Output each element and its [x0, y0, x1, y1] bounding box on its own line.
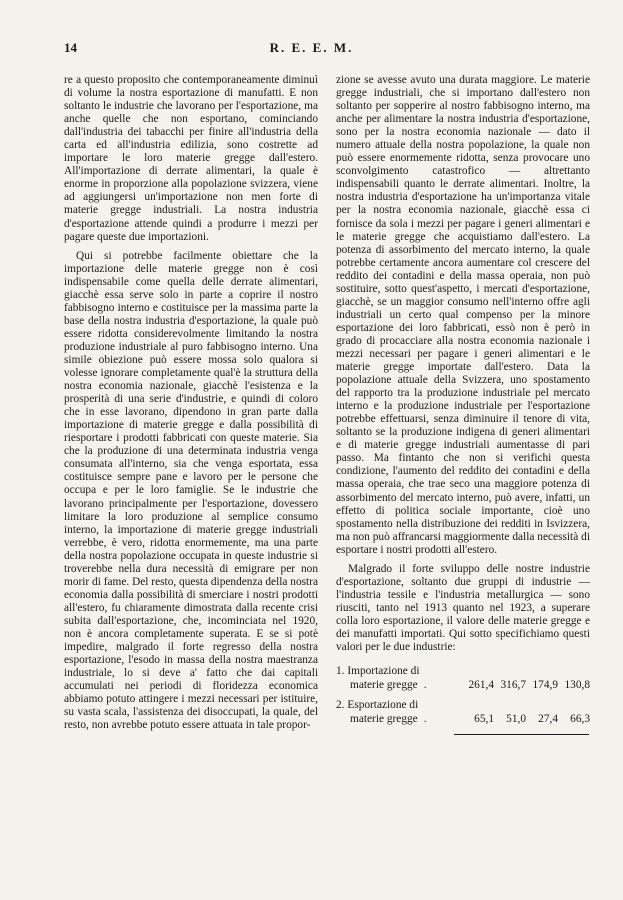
table-cell: 51,0 [506, 713, 526, 726]
row-sublabel: materie gregge [350, 713, 418, 726]
table-rule [454, 734, 589, 735]
table-cell: 66,3 [570, 713, 590, 726]
right-column [336, 74, 590, 735]
row-sublabel: materie gregge [350, 679, 418, 692]
table-cell: 27,4 [538, 713, 558, 726]
table-cell: 65,1 [474, 713, 494, 726]
paragraph: Malgrado il forte sviluppo delle nostre industrie d'esportazione, soltanto due gruppi di industrie — l'industria tessile e l'industria metallurgica — sono riusciti, tanto nel 1913 quanto nel 1923, a superare colla loro esportazione, il valore delle materie gregge e dei manufatti importati. Qui sotto specifichiamo questi valori per le due industrie: [336, 562, 590, 654]
table-row: 2. Esportazione di materie gregge . 65,1 51,0 27,4 66,3 [336, 699, 590, 726]
paragraph: zione se avesse avuto una durata maggiore. Le materie gregge industriali, che si importano dall'estero non soltanto per sopperire al nostro fabbisogno interno, ma anche per alimentare la nostra industria d'esportazione, sono per la nostra economia nazionale — dato il numero attuale della nostra popolazione, la quale non può essere enormemente ridotta, senza provocare uno sconvolgimento catastrofico — altrettanto indispensabili quanto le derrate alimentari. Inoltre, la nostra industria d'esportazione ha un'importanza vitale per la nostra economia nazionale, giacchè essa ci fornisce da sola i mezzi per pagare i generi alimentari e le materie gregge che acquistiamo dall'estero. La potenza di assorbimento del mercato interno, la quale potrebbe certamente ancora aumentare col crescere del reddito dei contadini e della massa operaia, non può sostituire, sotto quest'aspetto, i mercati d'esportazione, giacchè, se un maggior consumo nell'interno offre agli industriali un certo qual compenso per la minore esportazione dei loro fabbricati, essò non è però in grado di procacciare alla nostra economia nazionale i mezzi necessari per pagare i generi alimentari e le materie gregge importate dall'estero. Data la popolazione attuale della Svizzera, uno spostamento del rapporto tra la produzione industriale pel mercato interno e la produzione industriale per l'esportazione potrebbe effettuarsi, senza diminuire il tenore di vita, soltanto se la produzione indigena di generi alimentari e di materie gregge industriali aumentasse di pari passo. Ma fintanto che non si verifichi questa condizione, l'aumento del reddito dei contadini e della massa operaia, che trae seco una maggiore potenza di assorbimento del mercato interno, può avere, infatti, un effetto di politica sociale importante, cioè uno spostamento nella distribuzione dei redditi in Isvizzera, ma non può affrancarsi maggiormente dalla necessità di esportare i nostri prodotti all'estero. [336, 74, 590, 556]
table-cell: 174,9 [532, 679, 558, 692]
paragraph: Qui si potrebbe facilmente obiettare che la importazione delle materie gregge non è così indispensabile come quella delle derrate alimentari, giacchè essa serve solo in parte a coprire il nostro fabbisogno interno e costituisce per la massima parte la base della nostra industria d'esportazione, la quale può essere ridotta considerevolmente limitando la nostra produzione industriale al puro fabbisogno interno. Una simile obiezione può essere mossa solo qualora si volesse ignorare completamente qual'è la struttura della nostra economia nazionale, giacchè l'esistenza e la prosperità di una serie d'industrie, e quindi di coloro che in esse lavorano, dipendono in gran parte dalla importazione di materie gregge e dalla possibilità di riesportare i prodotti fabbricati con queste materie. Sia che la produzione di una determinata industria venga consumata all'interno, sia che venga esportata, essa costituisce sempre pane e lavoro per le persone che occupa e per le loro famiglie. Se le industrie che lavorano principalmente per l'esportazione, dovessero limitare la loro produzione al semplice consumo interno, la importazione di materie gregge industriali verrebbe, è vero, ridotta enormemente, ma una parte della nostra popolazione occupata in queste industrie si troverebbe nella dura necessità di emigrare per non morir di fame. Del resto, questa dipendenza della nostra economia dalla possibilità di smerciare i nostri prodotti all'estero, fu chiaramente dimostrata dalla recente crisi subita dall'esportazione, che, incominciata nel 1920, non è ancora completamente superata. E se si potè impedire, malgrado il forte regresso della nostra esportazione, l'esodo in massa della nostra maestranza industriale, lo si deve a' fatto che dai capitali accumulati nei periodi di floridezza economica abbiamo potuto attingere i mezzi necessari per istituire, su vasta scala, l'assistenza dei disoccupati, la quale, del resto, non avrebbe potuto essere attuata in tale propor- [64, 249, 318, 732]
page-number: 14 [64, 40, 77, 55]
table-row: 1. Importazione di materie gregge . 261,4 316,7 174,9 130,8 [336, 665, 590, 692]
table-cell: 130,8 [564, 679, 590, 692]
row-label: 2. Esportazione di [336, 699, 419, 712]
paragraph: re a questo proposito che contemporaneamente diminuì di volume la nostra esportazione di manufatti. E non soltanto le industrie che lavorano per l'esportazione, ma anche quelle che non esportano, cominciando dall'industria dei tabacchi per finire all'industria della carta ed all'industria edilizia, sono costrette ad importare le loro materie gregge dall'estero. All'importazione di derrate alimentari, la quale è enorme in proporzione alla popolazione svizzera, viene ad aggiungersi un'importazione non men forte di materie gregge industriali. La nostra industria d'esportazione attende quindi a produrre i mezzi per pagare queste due importazioni. [64, 74, 318, 243]
data-table [336, 664, 590, 735]
left-column [64, 74, 318, 732]
running-title: R. E. E. M. [269, 40, 354, 55]
table-cell: 316,7 [500, 679, 526, 692]
row-label: 1. Importazione di [336, 665, 420, 678]
table-cell: 261,4 [468, 679, 494, 692]
